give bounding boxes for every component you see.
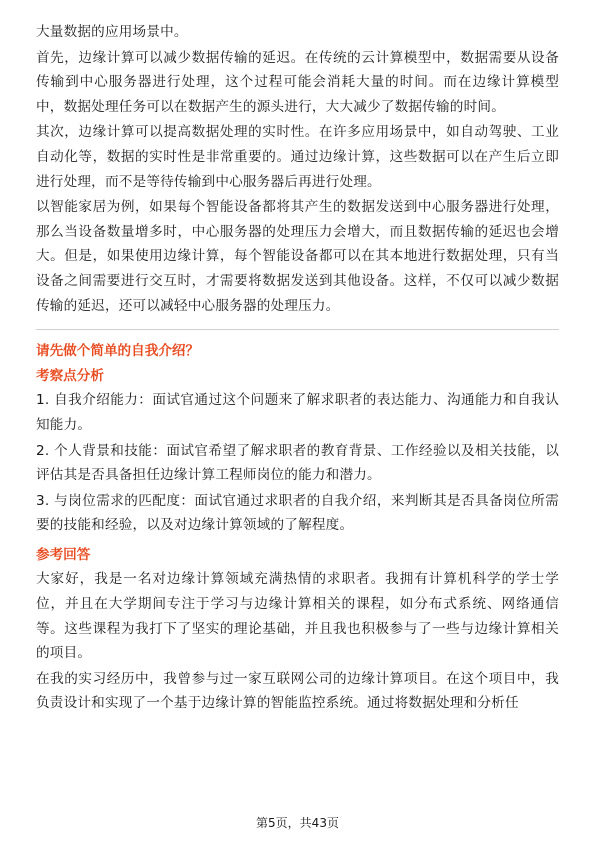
body-paragraph: 以智能家居为例，如果每个智能设备都将其产生的数据发送到中心服务器进行处理，那么当设备数量增多时，中心服务器的处理压力会增大，而且数据传输的延迟也会增大。但是，如果使用边缘计算，每个智能设备都可以在其本地进行数据处理，只有当设备之间需要进行交互时，才需要将数据发送到其他设备。这样，不仅可以减少数据传输的延迟，还可以减轻中心服务器的处理压力。 [36, 199, 559, 314]
document-page [36, 20, 559, 717]
analysis-item: 2. 个人背景和技能：面试官希望了解求职者的教育背景、工作经验以及相关技能，以评估其是否具备担任边缘计算工程师岗位的能力和潜力。 [36, 442, 559, 484]
body-paragraph: 首先，边缘计算可以减少数据传输的延迟。在传统的云计算模型中，数据需要从设备传输到中心服务器进行处理，这个过程可能会消耗大量的时间。而在边缘计算模型中，数据处理任务可以在数据产生的源头进行，大大减少了数据传输的时间。 [36, 49, 559, 115]
analysis-heading: 考察点分析 [36, 367, 104, 384]
body-paragraph: 其次，边缘计算可以提高数据处理的实时性。在许多应用场景中，如自动驾驶、工业自动化等，数据的实时性是非常重要的。通过边缘计算，这些数据可以在产生后立即进行处理，而不是等待传输到中心服务器后再进行处理。 [36, 124, 559, 190]
answer-paragraph: 大家好，我是一名对边缘计算领域充满热情的求职者。我拥有计算机科学的学士学位，并且在大学期间专注于学习与边缘计算相关的课程，如分布式系统、网络通信等。这些课程为我打下了坚实的理论基础，并且我也积极参与了一些与边缘计算相关的项目。 [36, 571, 559, 662]
section-divider [36, 329, 559, 330]
question-heading: 请先做个简单的自我介绍？ [36, 343, 200, 360]
answer-heading: 参考回答 [36, 546, 91, 563]
answer-paragraph: 在我的实习经历中，我曾参与过一家互联网公司的边缘计算项目。在这个项目中，我负责设计和实现了一个基于边缘计算的智能监控系统。通过将数据处理和分析任 [36, 670, 559, 712]
body-paragraph: 大量数据的应用场景中。 [36, 24, 188, 40]
page-number-footer: 第5页，共43页 [256, 816, 339, 830]
analysis-item: 1. 自我介绍能力：面试官通过这个问题来了解求职者的表达能力、沟通能力和自我认知能力。 [36, 392, 559, 433]
analysis-item: 3. 与岗位需求的匹配度：面试官通过求职者的自我介绍，来判断其是否具备岗位所需要的技能和经验，以及对边缘计算领域的了解程度。 [36, 492, 559, 534]
